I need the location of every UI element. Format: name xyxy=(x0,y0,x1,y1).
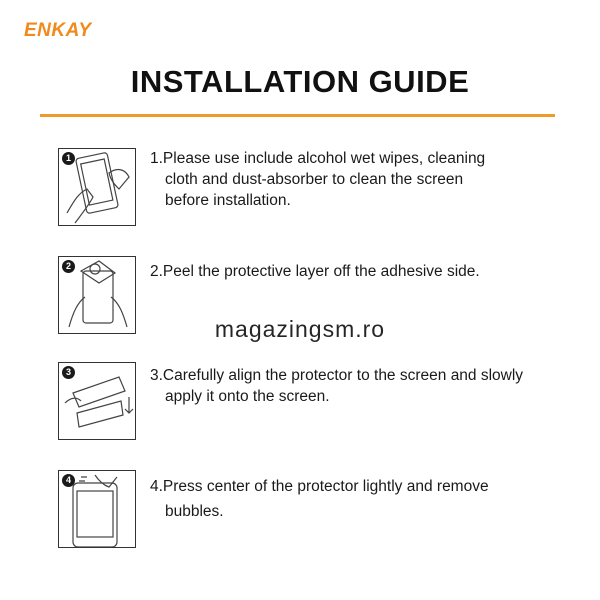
step-4-line-2: bubbles. xyxy=(165,503,224,520)
step-4 xyxy=(58,470,578,550)
align-protector-illustration-icon xyxy=(58,362,136,440)
step-1 xyxy=(58,148,578,228)
step-4-line-1: 4.Press center of the protector lightly and remove xyxy=(150,478,489,495)
title-divider xyxy=(40,114,555,117)
step-number-badge: 2 xyxy=(62,260,75,273)
step-3-line-2: apply it onto the screen. xyxy=(165,388,330,405)
step-2-line-1: 2.Peel the protective layer off the adhesive side. xyxy=(150,263,480,280)
step-number-badge: 3 xyxy=(62,366,75,379)
step-number-badge: 4 xyxy=(62,474,75,487)
step-number-badge: 1 xyxy=(62,152,75,165)
press-bubbles-illustration-icon xyxy=(58,470,136,548)
step-1-line-1: 1.Please use include alcohol wet wipes, cleaning xyxy=(150,150,486,167)
step-1-line-3: before installation. xyxy=(165,192,291,209)
wipe-screen-illustration-icon xyxy=(58,148,136,226)
brand-logo: ENKAY xyxy=(24,20,92,41)
step-1-line-2: cloth and dust-absorber to clean the screen xyxy=(165,171,464,188)
watermark: magazingsm.ro xyxy=(214,316,386,342)
page-title: INSTALLATION GUIDE xyxy=(130,64,470,99)
step-3-line-1: 3.Carefully align the protector to the screen and slowly xyxy=(150,367,524,384)
step-3 xyxy=(58,362,578,442)
